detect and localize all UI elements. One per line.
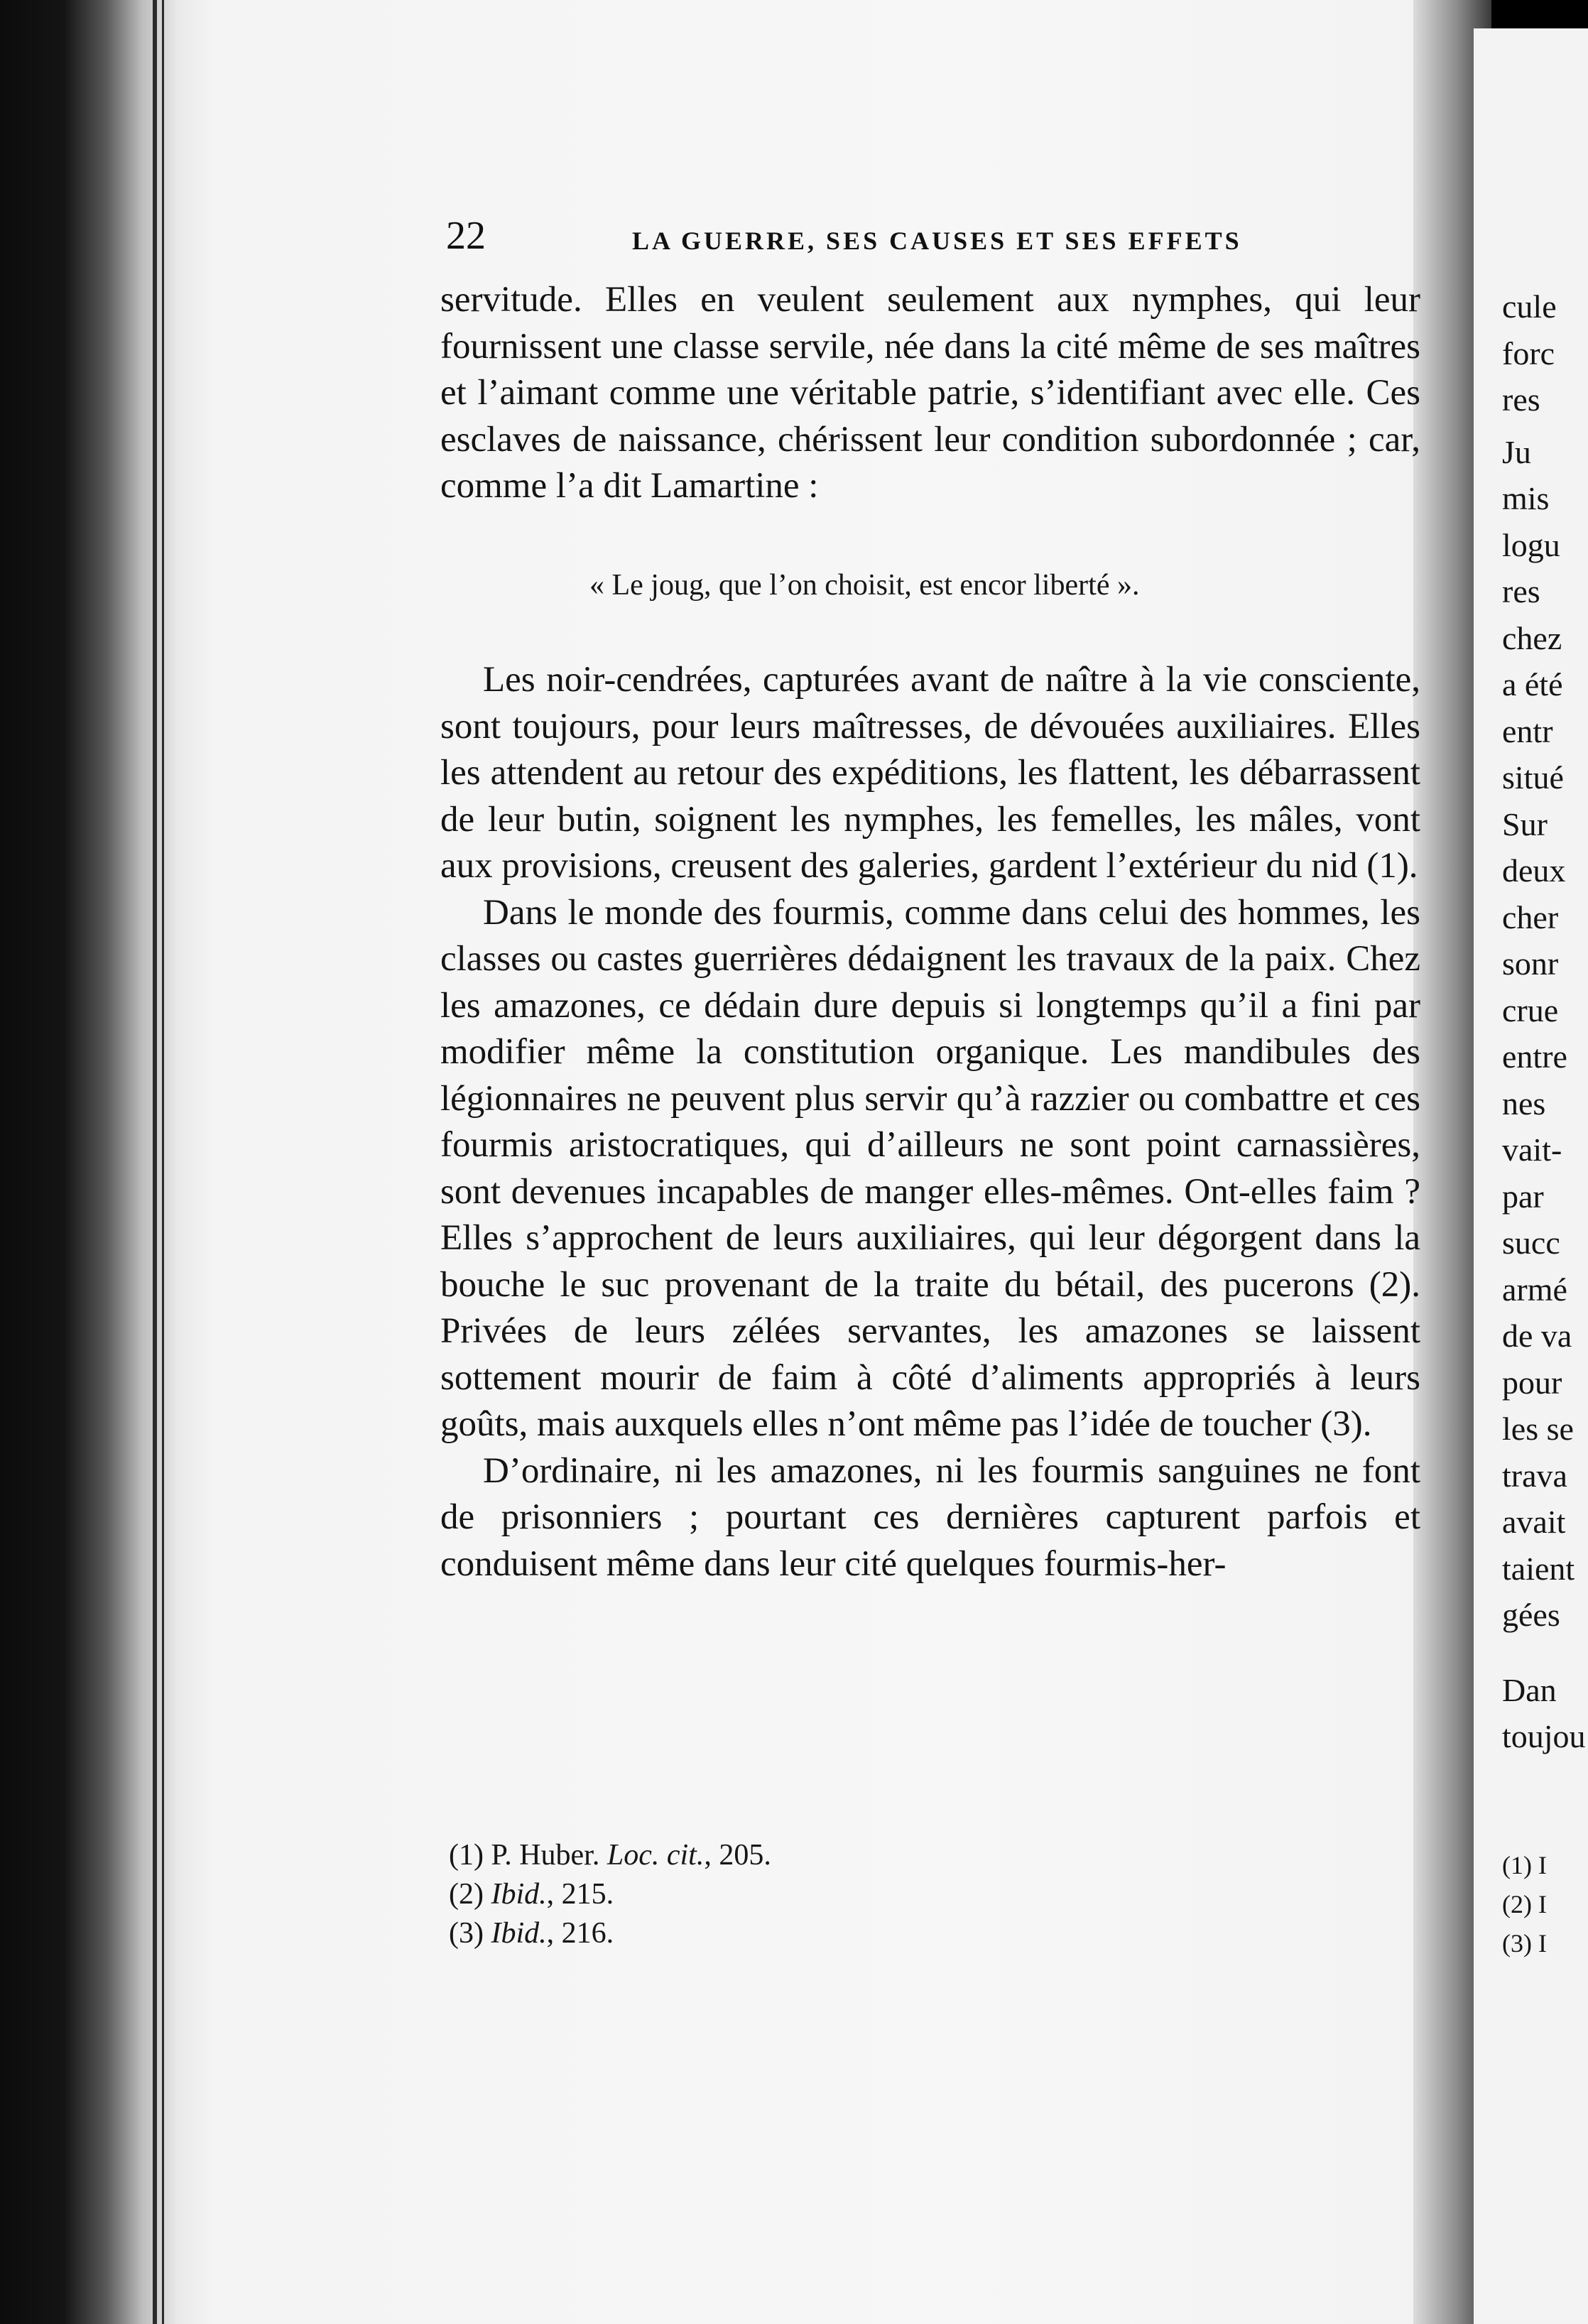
next-page-fragment: vait-	[1502, 1131, 1562, 1168]
next-page-fragment: situé	[1502, 759, 1564, 796]
paragraph-text: Les noir-cendrées, capturées avant de naître à la vie consciente, sont toujours, pour leurs maîtresses, de dévouées auxiliaires. Elles les attendent au retour des expéditions, les flattent, les débarrassent de leur butin, soignent les nymphes, les femelles, les mâles, vont aux provisions, creusent des galeries, gardent l’extérieur du nid (1).	[440, 660, 1420, 886]
next-page-fragment: res	[1502, 573, 1540, 609]
next-page-fragment: crue	[1502, 992, 1559, 1028]
footnote-text: , 215.	[546, 1878, 614, 1911]
quotation: « Le joug, que l’on choisit, est encor liberté ».	[589, 569, 1140, 602]
next-page-fragment: cule	[1502, 288, 1557, 325]
next-page-fragment: pour	[1502, 1364, 1562, 1401]
footnotes	[449, 1836, 771, 1953]
running-title: LA GUERRE, SES CAUSES ET SES EFFETS	[632, 227, 1242, 255]
next-page-footnote-fragment: (2) I	[1502, 1890, 1547, 1918]
scan-line	[162, 0, 164, 2324]
footnote-text: , 205.	[704, 1839, 771, 1872]
footnote-text: P. Huber.	[491, 1839, 607, 1872]
paragraph-text: servitude. Elles en veulent seulement aux nymphes, qui leur fournissent une classe servile, née dans la cité même de ses maîtres et l’aimant comme une véritable patrie, s’identifiant avec elle. Ces esclaves de naissance, chérissent leur condition subordonnée ; car, comme l’a dit Lamartine :	[440, 280, 1420, 506]
next-page-fragment: taient	[1502, 1550, 1575, 1587]
next-page-fragment: Sur	[1502, 805, 1548, 842]
footnote	[449, 1914, 771, 1953]
footnote	[449, 1875, 771, 1914]
next-page-fragment: sonr	[1502, 945, 1559, 982]
next-page-fragment: les se	[1502, 1411, 1574, 1447]
next-page-fragment: trava	[1502, 1457, 1567, 1494]
next-page-fragment: Ju	[1502, 433, 1531, 470]
page-number: 22	[446, 214, 486, 258]
next-page-fragment: cher	[1502, 898, 1559, 935]
next-page-fragment: armé	[1502, 1271, 1567, 1308]
next-page-fragment: entre	[1502, 1038, 1567, 1075]
next-page-fragment: forc	[1502, 335, 1555, 371]
paragraph-text: Dans le monde des fourmis, comme dans celui des hommes, les classes ou castes guerrières dédaignent les travaux de la paix. Chez les amazones, ce dédain dure depuis si longtemps qu’il a fini par modifier même la constitution organique. Les mandibules des légionnaires ne peuvent plus servir qu’à razzier ou combattre et ces fourmis aristocratiques, qui d’ailleurs ne sont point carnassières, sont devenues incapables de manger elles-mêmes. Ont-elles faim ? Elles s’approchent de leurs auxiliaires, qui leur dégorgent dans la bouche le suc provenant de la traite du bétail, des pucerons (2). Privées de leurs zélées servantes, les amazones se laissent sottement mourir de faim à côté d’aliments appropriés à leurs goûts, mais auxquels elles n’ont même pas l’idée de toucher (3).	[440, 892, 1420, 1444]
next-page-footnote-fragment: (1) I	[1502, 1851, 1547, 1879]
next-page-fragment: deux	[1502, 852, 1566, 889]
footnote-number: (1)	[449, 1839, 484, 1872]
footnote-text: , 216.	[546, 1917, 614, 1950]
page-header	[446, 213, 1440, 270]
next-page-fragment: entr	[1502, 712, 1553, 749]
next-page-sliver	[1474, 28, 1588, 2324]
next-page-fragment: mis	[1502, 480, 1550, 516]
next-page-fragment: chez	[1502, 619, 1562, 656]
next-page-fragment: succ	[1502, 1225, 1560, 1261]
next-page-fragment: nes	[1502, 1085, 1546, 1122]
footnote-italic: Loc. cit.	[607, 1839, 705, 1872]
scan-line	[153, 0, 157, 2324]
next-page-fragment: de va	[1502, 1318, 1572, 1354]
next-page-fragment: res	[1502, 381, 1540, 418]
footnote-italic: Ibid.	[491, 1917, 547, 1950]
next-page-footnote-fragment: (3) I	[1502, 1929, 1547, 1958]
footnote-number: (2)	[449, 1878, 484, 1911]
footnote-italic: Ibid.	[491, 1878, 547, 1911]
footnote	[449, 1836, 771, 1875]
body-paragraph-1	[440, 277, 1420, 510]
next-page-fragment: avait	[1502, 1504, 1566, 1540]
next-page-fragment: toujou	[1502, 1718, 1586, 1754]
next-page-fragment: gées	[1502, 1597, 1560, 1633]
body-text-block	[440, 657, 1420, 1587]
scan-edge-left	[0, 0, 213, 2324]
next-page-fragment: Dan	[1502, 1671, 1557, 1708]
next-page-fragment: a été	[1502, 666, 1563, 702]
next-page-fragment: logu	[1502, 526, 1560, 563]
next-page-fragment: par	[1502, 1178, 1544, 1215]
paragraph-text: D’ordinaire, ni les amazones, ni les fourmis sanguines ne font de prisonniers ; pourtant ces dernières capturent parfois et conduisent même dans leur cité quelques fourmis-her-	[440, 1450, 1420, 1584]
footnote-number: (3)	[449, 1917, 484, 1950]
